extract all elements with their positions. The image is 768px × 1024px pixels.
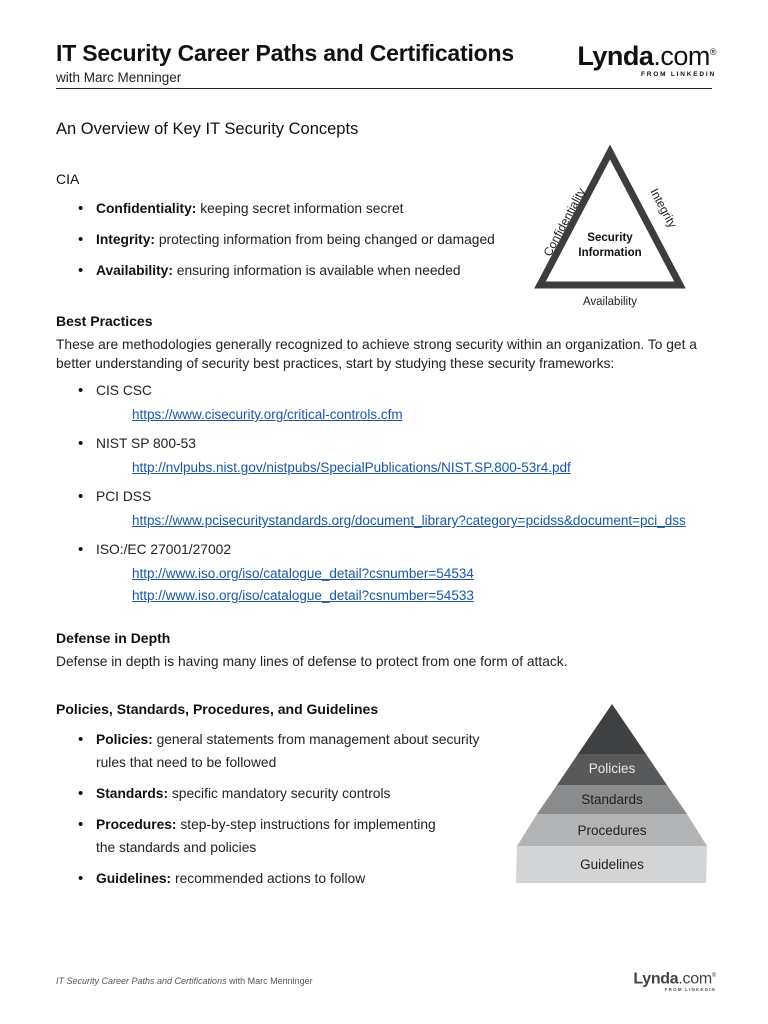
cia-list [78,197,518,282]
cia-desc: protecting information from being changed or damaged [155,232,495,247]
policy-term: Policies: [96,732,153,747]
logo-word: Lynda [577,41,654,71]
cia-desc: ensuring information is available when needed [172,263,461,278]
frameworks-list [78,379,728,607]
cia-term: Confidentiality: [96,201,197,216]
list-item [78,379,728,426]
logo-dotcom: .com [653,41,710,71]
framework-link-pci[interactable]: https://www.pcisecuritystandards.org/document_library?category=pcidss&document=pci_dss [132,513,686,528]
cia-center-line2: Information [578,247,642,259]
defense-text: Defense in depth is having many lines of defense to protect from one form of attack. [56,654,568,669]
framework-name: ISO:/EC 27001/27002 [96,542,231,557]
cia-label-availability: Availability [582,296,638,308]
framework-name: PCI DSS [96,489,152,504]
cia-triangle-diagram [520,140,700,315]
policy-desc: recommended actions to follow [171,871,366,886]
footer-title: IT Security Career Paths and Certifications [56,976,227,986]
footer-credit [56,976,313,986]
list-item [78,867,498,890]
defense-heading: Defense in Depth [56,630,171,646]
cia-term: Availability: [96,263,173,278]
policy-desc-cont: the standards and policies [96,840,257,855]
policies-list [78,728,498,890]
policy-term: Guidelines: [96,871,172,886]
framework-link-iso-1[interactable]: http://www.iso.org/iso/catalogue_detail?csnumber=54534 [132,566,474,581]
policy-pyramid-diagram [510,700,715,890]
list-item [78,728,498,774]
footer-logo-word: Lynda [633,970,679,988]
logo-subtitle: FROM LINKEDIN [640,71,716,78]
best-practices-intro: These are methodologies generally recognized to achieve strong security within an organization. To get a better understanding of security best practices, start by studying these security frameworks: [56,337,697,371]
document-author: with Marc Menninger [56,70,182,85]
policy-desc: general statements from management about security [152,732,480,747]
cia-center-line1: Security [587,232,633,244]
framework-link-cis[interactable]: https://www.cisecurity.org/critical-controls.cfm [132,407,403,422]
footer-logo-registered-mark: ® [711,973,716,979]
list-item [78,782,498,805]
pyramid-label-guidelines: Guidelines [580,857,644,872]
cia-heading: CIA [56,171,80,187]
pyramid-label-procedures: Procedures [577,823,647,838]
footer-logo-subtitle: FROM LINKEDIN [664,987,716,993]
cia-label-integrity: Integrity [647,185,680,231]
overview-heading: An Overview of Key IT Security Concepts [56,120,359,138]
policy-term: Standards: [96,786,169,801]
list-item [78,485,728,532]
cia-term: Integrity: [96,232,156,247]
policy-desc-cont: rules that need to be followed [96,755,277,770]
footer-author: with Marc Menninger [226,976,313,986]
lynda-logo [577,38,716,78]
framework-link-iso-2[interactable]: http://www.iso.org/iso/catalogue_detail?csnumber=54533 [132,588,474,603]
policies-heading: Policies, Standards, Procedures, and Guidelines [56,701,379,717]
pyramid-label-policies: Policies [588,761,636,776]
header-divider [56,88,712,89]
list-item [78,538,728,607]
framework-link-nist[interactable]: http://nvlpubs.nist.gov/nistpubs/SpecialPublications/NIST.SP.800-53r4.pdf [132,460,571,475]
document-title: IT Security Career Paths and Certifications [56,40,514,66]
policy-desc: step-by-step instructions for implementing [176,817,436,832]
cia-label-confidentiality: Confidentiality [540,185,589,259]
best-practices-heading: Best Practices [56,313,153,329]
pyramid-apex [578,704,646,754]
logo-registered-mark: ® [709,47,716,57]
list-item [78,813,498,859]
cia-desc: keeping secret information secret [196,201,404,216]
footer-logo-dotcom: .com [678,970,712,988]
framework-name: CIS CSC [96,383,152,398]
framework-name: NIST SP 800-53 [96,436,196,451]
policy-desc: specific mandatory security controls [168,786,391,801]
list-item [78,432,728,479]
list-item [78,259,518,282]
list-item [78,197,518,220]
pyramid-label-standards: Standards [581,792,643,807]
footer-lynda-logo [633,968,716,992]
list-item [78,228,518,251]
policy-term: Procedures: [96,817,177,832]
